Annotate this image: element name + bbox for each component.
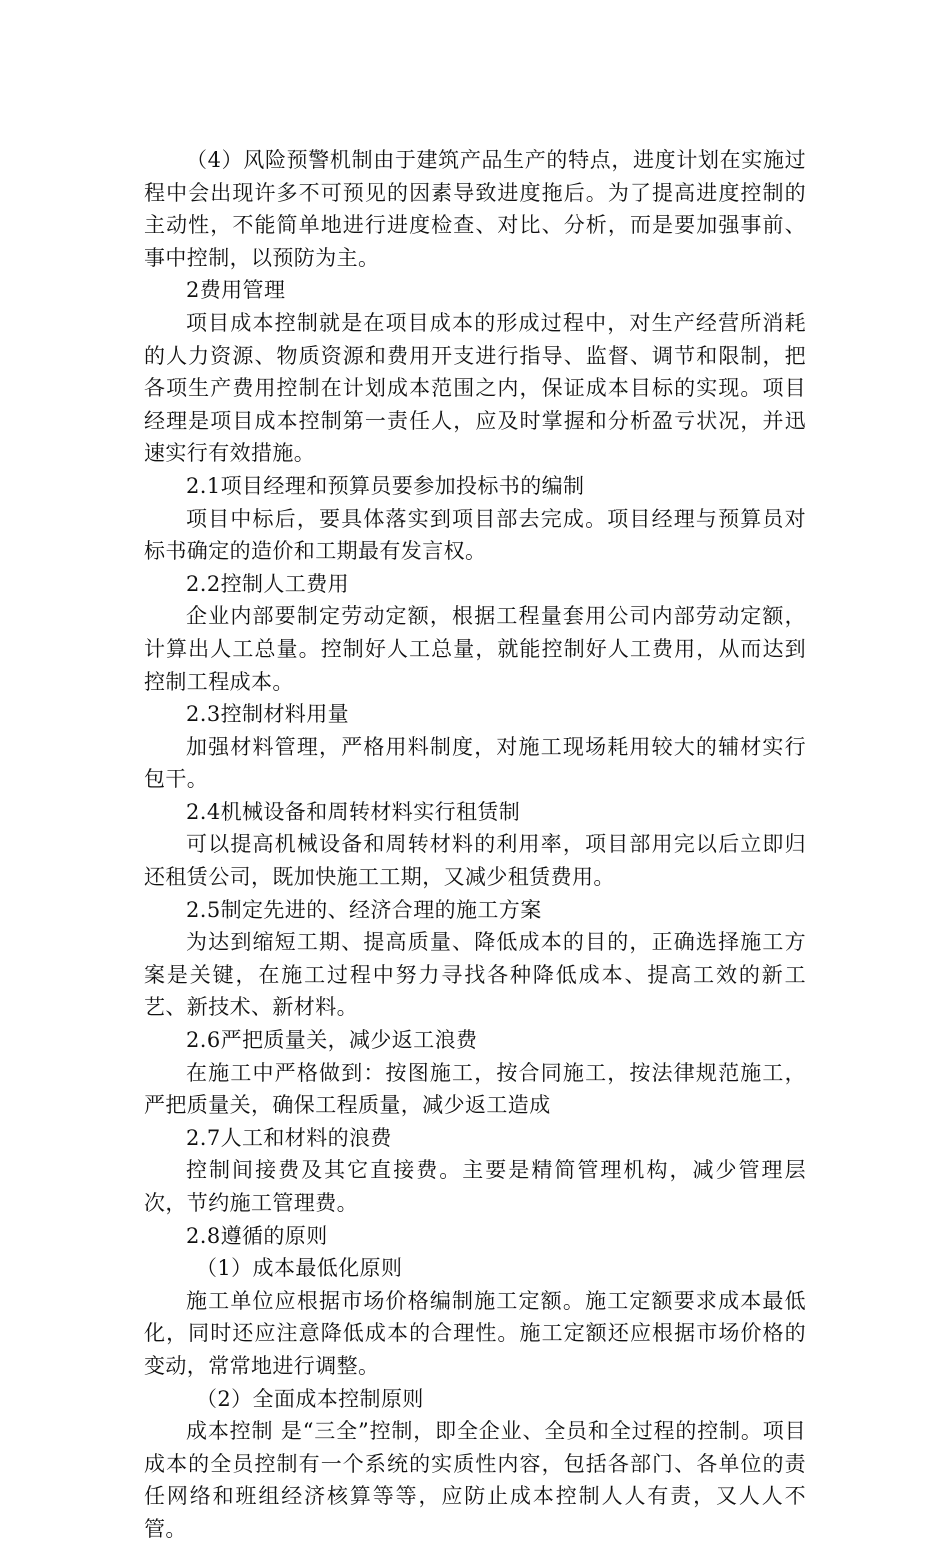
paragraph-2-6: 在施工中严格做到：按图施工，按合同施工，按法律规范施工，严把质量关，确保工程质量，减少返工造成: [144, 1060, 806, 1118]
section-heading-2-1: 2.1项目经理和预算员要参加投标书的编制: [186, 473, 585, 498]
section-heading-2-5: 2.5制定先进的、经济合理的施工方案: [186, 897, 542, 922]
section-heading-cost-management: 2费用管理: [186, 278, 286, 303]
section-heading-2-7: 2.7人工和材料的浪费: [186, 1125, 392, 1150]
paragraph-risk-warning: （4）风险预警机制由于建筑产品生产的特点，进度计划在实施过程中会出现许多不可预见的因素导致进度拖后。为了提高进度控制的主动性，不能简单地进行进度检查、对比、分析，而是要加强事前、事中控制，以预防为主。: [144, 148, 806, 270]
section-heading-2-4: 2.4机械设备和周转材料实行租赁制: [186, 799, 521, 824]
section-heading-2-2: 2.2控制人工费用: [186, 571, 349, 596]
paragraph-2-1: 项目中标后，要具体落实到项目部去完成。项目经理与预算员对标书确定的造价和工期最有发言权。: [144, 506, 806, 564]
paragraph-lowest-cost-principle: 施工单位应根据市场价格编制施工定额。施工定额要求成本最低化，同时还应注意降低成本的合理性。施工定额还应根据市场价格的变动，常常地进行调整。: [144, 1288, 806, 1378]
subheading-total-cost-control-principle: （2）全面成本控制原则: [196, 1386, 424, 1411]
paragraph-2-7: 控制间接费及其它直接费。主要是精简管理机构，减少管理层次，节约施工管理费。: [144, 1158, 806, 1215]
paragraph-2-4: 可以提高机械设备和周转材料的利用率，项目部用完以后立即归还租赁公司，既加快施工工期，又减少租赁费用。: [144, 832, 806, 890]
section-heading-2-6: 2.6严把质量关，减少返工浪费: [186, 1028, 478, 1053]
paragraph-2-2: 企业内部要制定劳动定额，根据工程量套用公司内部劳动定额，计算出人工总量。控制好人工总量，就能控制好人工费用，从而达到控制工程成本。: [144, 604, 806, 694]
paragraph-2-3: 加强材料管理，严格用料制度，对施工现场耗用较大的辅材实行包干。: [144, 734, 806, 792]
subheading-lowest-cost-principle: （1）成本最低化原则: [196, 1256, 403, 1281]
paragraph-total-cost-control-principle: 成本控制 是“三全”控制，即全企业、全员和全过程的控制。项目成本的全员控制有一个系统的实质性内容，包括各部门、各单位的责任网络和班组经济核算等等，应防止成本控制人人有责，又人人不管。: [144, 1419, 806, 1541]
paragraph-cost-control-definition: 项目成本控制就是在项目成本的形成过程中，对生产经营所消耗的人力资源、物质资源和费用开支进行指导、监督、调节和限制，把各项生产费用控制在计划成本范围之内，保证成本目标的实现。项目经理是项目成本控制第一责任人，应及时掌握和分析盈亏状况，并迅速实行有效措施。: [144, 310, 806, 466]
section-heading-2-3: 2.3控制材料用量: [186, 702, 349, 727]
paragraph-2-5: 为达到缩短工期、提高质量、降低成本的目的，正确选择施工方案是关键，在施工过程中努力寻找各种降低成本、提高工效的新工艺、新技术、新材料。: [144, 930, 806, 1020]
document-page: [144, 144, 806, 1546]
section-heading-2-8: 2.8遵循的原则: [186, 1223, 328, 1248]
